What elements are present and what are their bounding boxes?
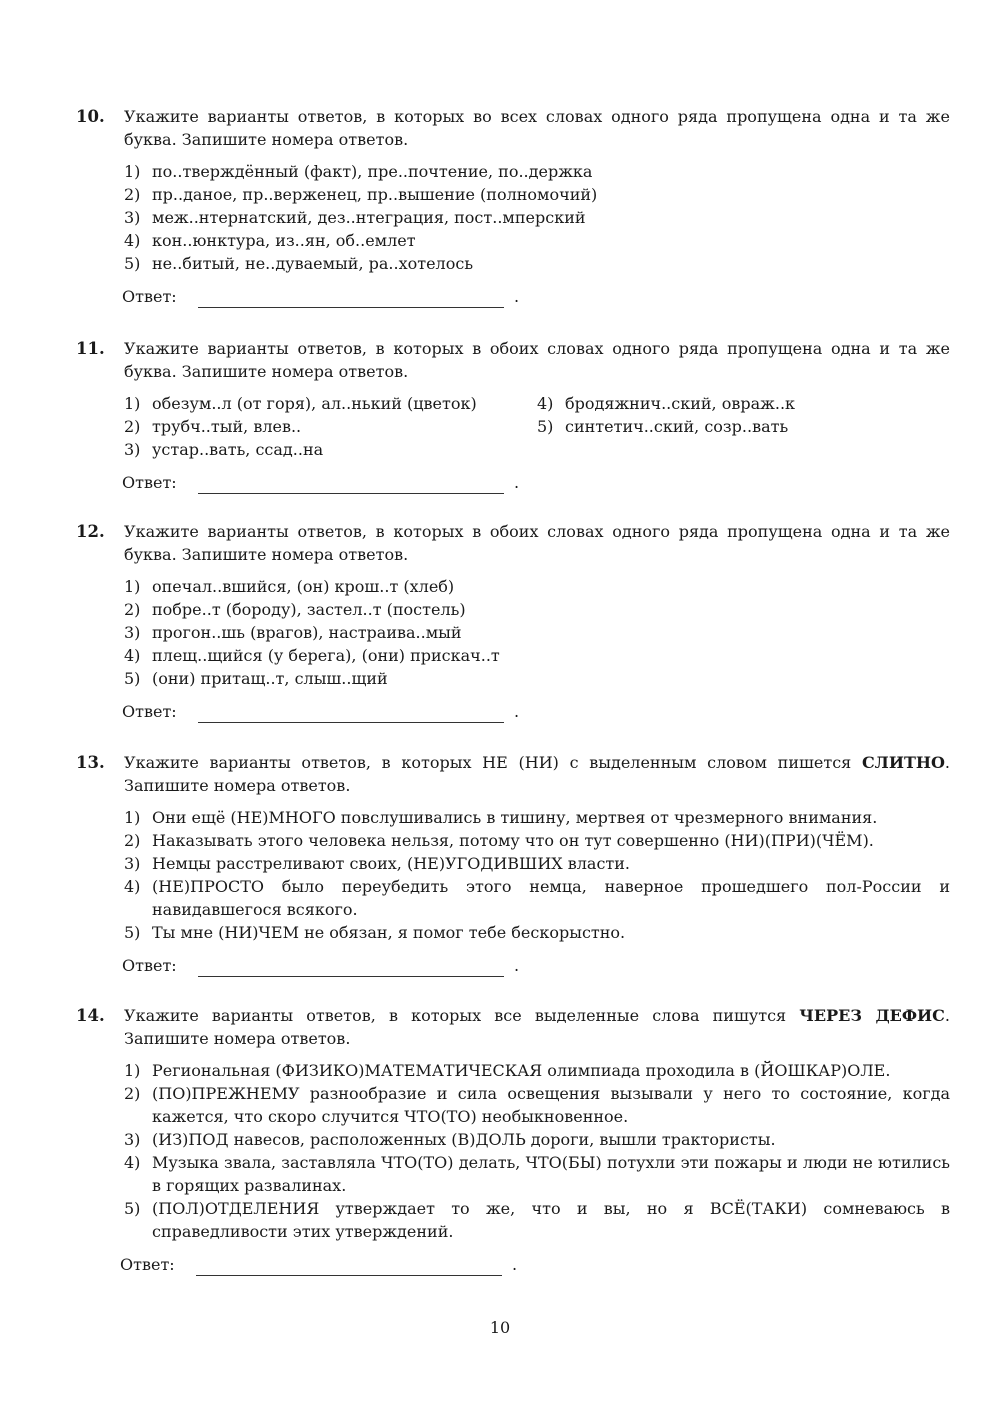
option-text: (ПО)ПРЕЖНЕМУ разнообразие и сила освещения вызывали у него то состояние, когда кажется, что скоро случится ЧТО(ТО) необыкновенное. [152,1084,950,1126]
option-list [124,392,950,461]
option-4: 4) кон..юнктура, из..ян, об..емлет [124,229,950,252]
option-text: кон..юнктура, из..ян, об..емлет [152,231,416,250]
option-text: (ИЗ)ПОД навесов, расположенных (В)ДОЛЬ дороги, вышли трактористы. [152,1130,776,1149]
answer-label: Ответ: [122,473,177,492]
option-text: (ПОЛ)ОТДЕЛЕНИЯ утверждает то же, что и вы, но я ВСЁ(ТАКИ) сомневаюсь в справедливости этих утверждений. [152,1199,950,1241]
answer-label: Ответ: [122,956,177,975]
option-text: опечал..вшийся, (он) крош..т (хлеб) [152,577,455,596]
answer-input-line[interactable] [196,1257,502,1276]
option-text: (они) притащ..т, слыш..щий [152,669,388,688]
option-4: 4) Музыка звала, заставляла ЧТО(ТО) делать, ЧТО(БЫ) потухли эти пожары и люди не ютились в горящих развалинах. [124,1153,950,1195]
task-number: 11. [76,339,105,358]
option-text: побре..т (бороду), застел..т (постель) [152,600,466,619]
task-11 [76,337,950,494]
option-4: 4) бродяжнич..ский, овраж..к [537,392,950,415]
task-prompt: Укажите варианты ответов, в которых НЕ (НИ) с выделенным словом пишется СЛИТНО. Запишите номера ответов. [124,753,950,795]
page-number: 10 [489,1318,511,1337]
answer-label: Ответ: [120,1255,175,1274]
option-text: пр..даное, пр..верженец, пр..вышение (полномочий) [152,185,598,204]
task-12 [76,520,950,723]
option-2: 2) побре..т (бороду), застел..т (постель) [124,598,950,621]
option-text: Музыка звала, заставляла ЧТО(ТО) делать, ЧТО(БЫ) потухли эти пожары и люди не ютились в горящих развалинах. [152,1153,950,1195]
option-list [124,160,950,275]
option-text: Немцы расстреливают своих, (НЕ)УГОДИВШИХ власти. [152,854,631,873]
option-text: Наказывать этого человека нельзя, потому что он тут совершенно (НИ)(ПРИ)(ЧЁМ). [152,831,874,850]
option-text: бродяжнич..ский, овраж..к [565,394,796,413]
option-5: 5) синтетич..ский, созр..вать [537,415,950,438]
option-4: 4) плещ..щийся (у берега), (они) прискач..т [124,644,950,667]
option-5: 5) (ПОЛ)ОТДЕЛЕНИЯ утверждает то же, что и вы, но я ВСЁ(ТАКИ) сомневаюсь в справедливости этих утверждений. [124,1199,950,1241]
task-prompt: Укажите варианты ответов, в которых в обоих словах одного ряда пропущена одна и та же буква. Запишите номера ответов. [124,522,950,564]
option-text: прогон..шь (врагов), настраива..мый [152,623,462,642]
option-2: 2) Наказывать этого человека нельзя, потому что он тут совершенно (НИ)(ПРИ)(ЧЁМ). [124,829,950,852]
answer-row: Ответ: . [122,956,520,975]
emphasis: СЛИТНО [861,753,945,772]
option-text: трубч..тый, влев.. [152,417,302,436]
task-prompt: Укажите варианты ответов, в которых в обоих словах одного ряда пропущена одна и та же буква. Запишите номера ответов. [124,339,950,381]
task-number: 13. [76,753,105,772]
answer-label: Ответ: [122,287,177,306]
option-text: Ты мне (НИ)ЧЕМ не обязан, я помог тебе бескорыстно. [152,923,626,942]
option-2: 2) (ПО)ПРЕЖНЕМУ разнообразие и сила освещения вызывали у него то состояние, когда кажется, что скоро случится ЧТО(ТО) необыкновенное. [124,1084,950,1126]
option-4: 4) (НЕ)ПРОСТО было переубедить этого немца, наверное прошедшего пол-России и навидавшегося всякого. [124,877,950,919]
answer-input-line[interactable] [198,958,504,977]
option-5: 5) не..битый, не..дуваемый, ра..хотелось [124,252,950,275]
task-13 [76,751,950,977]
task-number: 10. [76,107,105,126]
option-text: Они ещё (НЕ)МНОГО повслушивались в тишину, мертвея от чрезмерного внимания. [152,808,878,827]
option-text: меж..нтернатский, дез..нтеграция, пост..мперский [152,208,586,227]
task-number: 12. [76,522,105,541]
answer-row: Ответ: . [120,1255,518,1274]
option-5: 5) Ты мне (НИ)ЧЕМ не обязан, я помог тебе бескорыстно. [124,921,950,944]
option-1: 1) опечал..вшийся, (он) крош..т (хлеб) [124,575,950,598]
answer-input-line[interactable] [198,289,504,308]
task-number: 14. [76,1006,105,1025]
emphasis: ЧЕРЕЗ ДЕФИС [799,1006,945,1025]
option-2: 2) пр..даное, пр..верженец, пр..вышение (полномочий) [124,183,950,206]
task-14 [76,1004,950,1276]
answer-input-line[interactable] [198,475,504,494]
option-1: 1) по..тверждённый (факт), пре..почтение, по..держка [124,160,950,183]
task-10 [76,105,950,308]
task-prompt: Укажите варианты ответов, в которых во всех словах одного ряда пропущена одна и та же буква. Запишите номера ответов. [124,107,950,149]
option-list [124,1059,950,1243]
answer-row: Ответ: . [122,287,520,306]
option-text: устар..вать, ссад..на [152,440,324,459]
option-text: синтетич..ский, созр..вать [565,417,789,436]
option-2: 2) трубч..тый, влев.. [124,415,537,438]
option-list [124,806,950,944]
option-1: 1) обезум..л (от горя), ал..нький (цветок) [124,392,537,415]
option-text: Региональная (ФИЗИКО)МАТЕМАТИЧЕСКАЯ олимпиада проходила в (ЙОШКАР)ОЛЕ. [152,1061,891,1080]
answer-row: Ответ: . [122,473,520,492]
option-3: 3) прогон..шь (врагов), настраива..мый [124,621,950,644]
option-1: 1) Региональная (ФИЗИКО)МАТЕМАТИЧЕСКАЯ олимпиада проходила в (ЙОШКАР)ОЛЕ. [124,1059,950,1082]
option-1: 1) Они ещё (НЕ)МНОГО повслушивались в тишину, мертвея от чрезмерного внимания. [124,806,950,829]
option-3: 3) меж..нтернатский, дез..нтеграция, пост..мперский [124,206,950,229]
option-text: обезум..л (от горя), ал..нький (цветок) [152,394,477,413]
answer-label: Ответ: [122,702,177,721]
option-text: по..тверждённый (факт), пре..почтение, по..держка [152,162,593,181]
answer-row: Ответ: . [122,702,520,721]
answer-input-line[interactable] [198,704,504,723]
task-prompt: Укажите варианты ответов, в которых все выделенные слова пишутся ЧЕРЕЗ ДЕФИС. Запишите номера ответов. [124,1006,951,1048]
option-3: 3) (ИЗ)ПОД навесов, расположенных (В)ДОЛЬ дороги, вышли трактористы. [124,1128,950,1151]
option-text: (НЕ)ПРОСТО было переубедить этого немца, наверное прошедшего пол-России и навидавшегося всякого. [152,877,950,919]
option-3: 3) устар..вать, ссад..на [124,438,537,461]
option-3: 3) Немцы расстреливают своих, (НЕ)УГОДИВШИХ власти. [124,852,950,875]
option-5: 5) (они) притащ..т, слыш..щий [124,667,950,690]
option-list [124,575,950,690]
option-text: плещ..щийся (у берега), (они) прискач..т [152,646,500,665]
option-text: не..битый, не..дуваемый, ра..хотелось [152,254,474,273]
